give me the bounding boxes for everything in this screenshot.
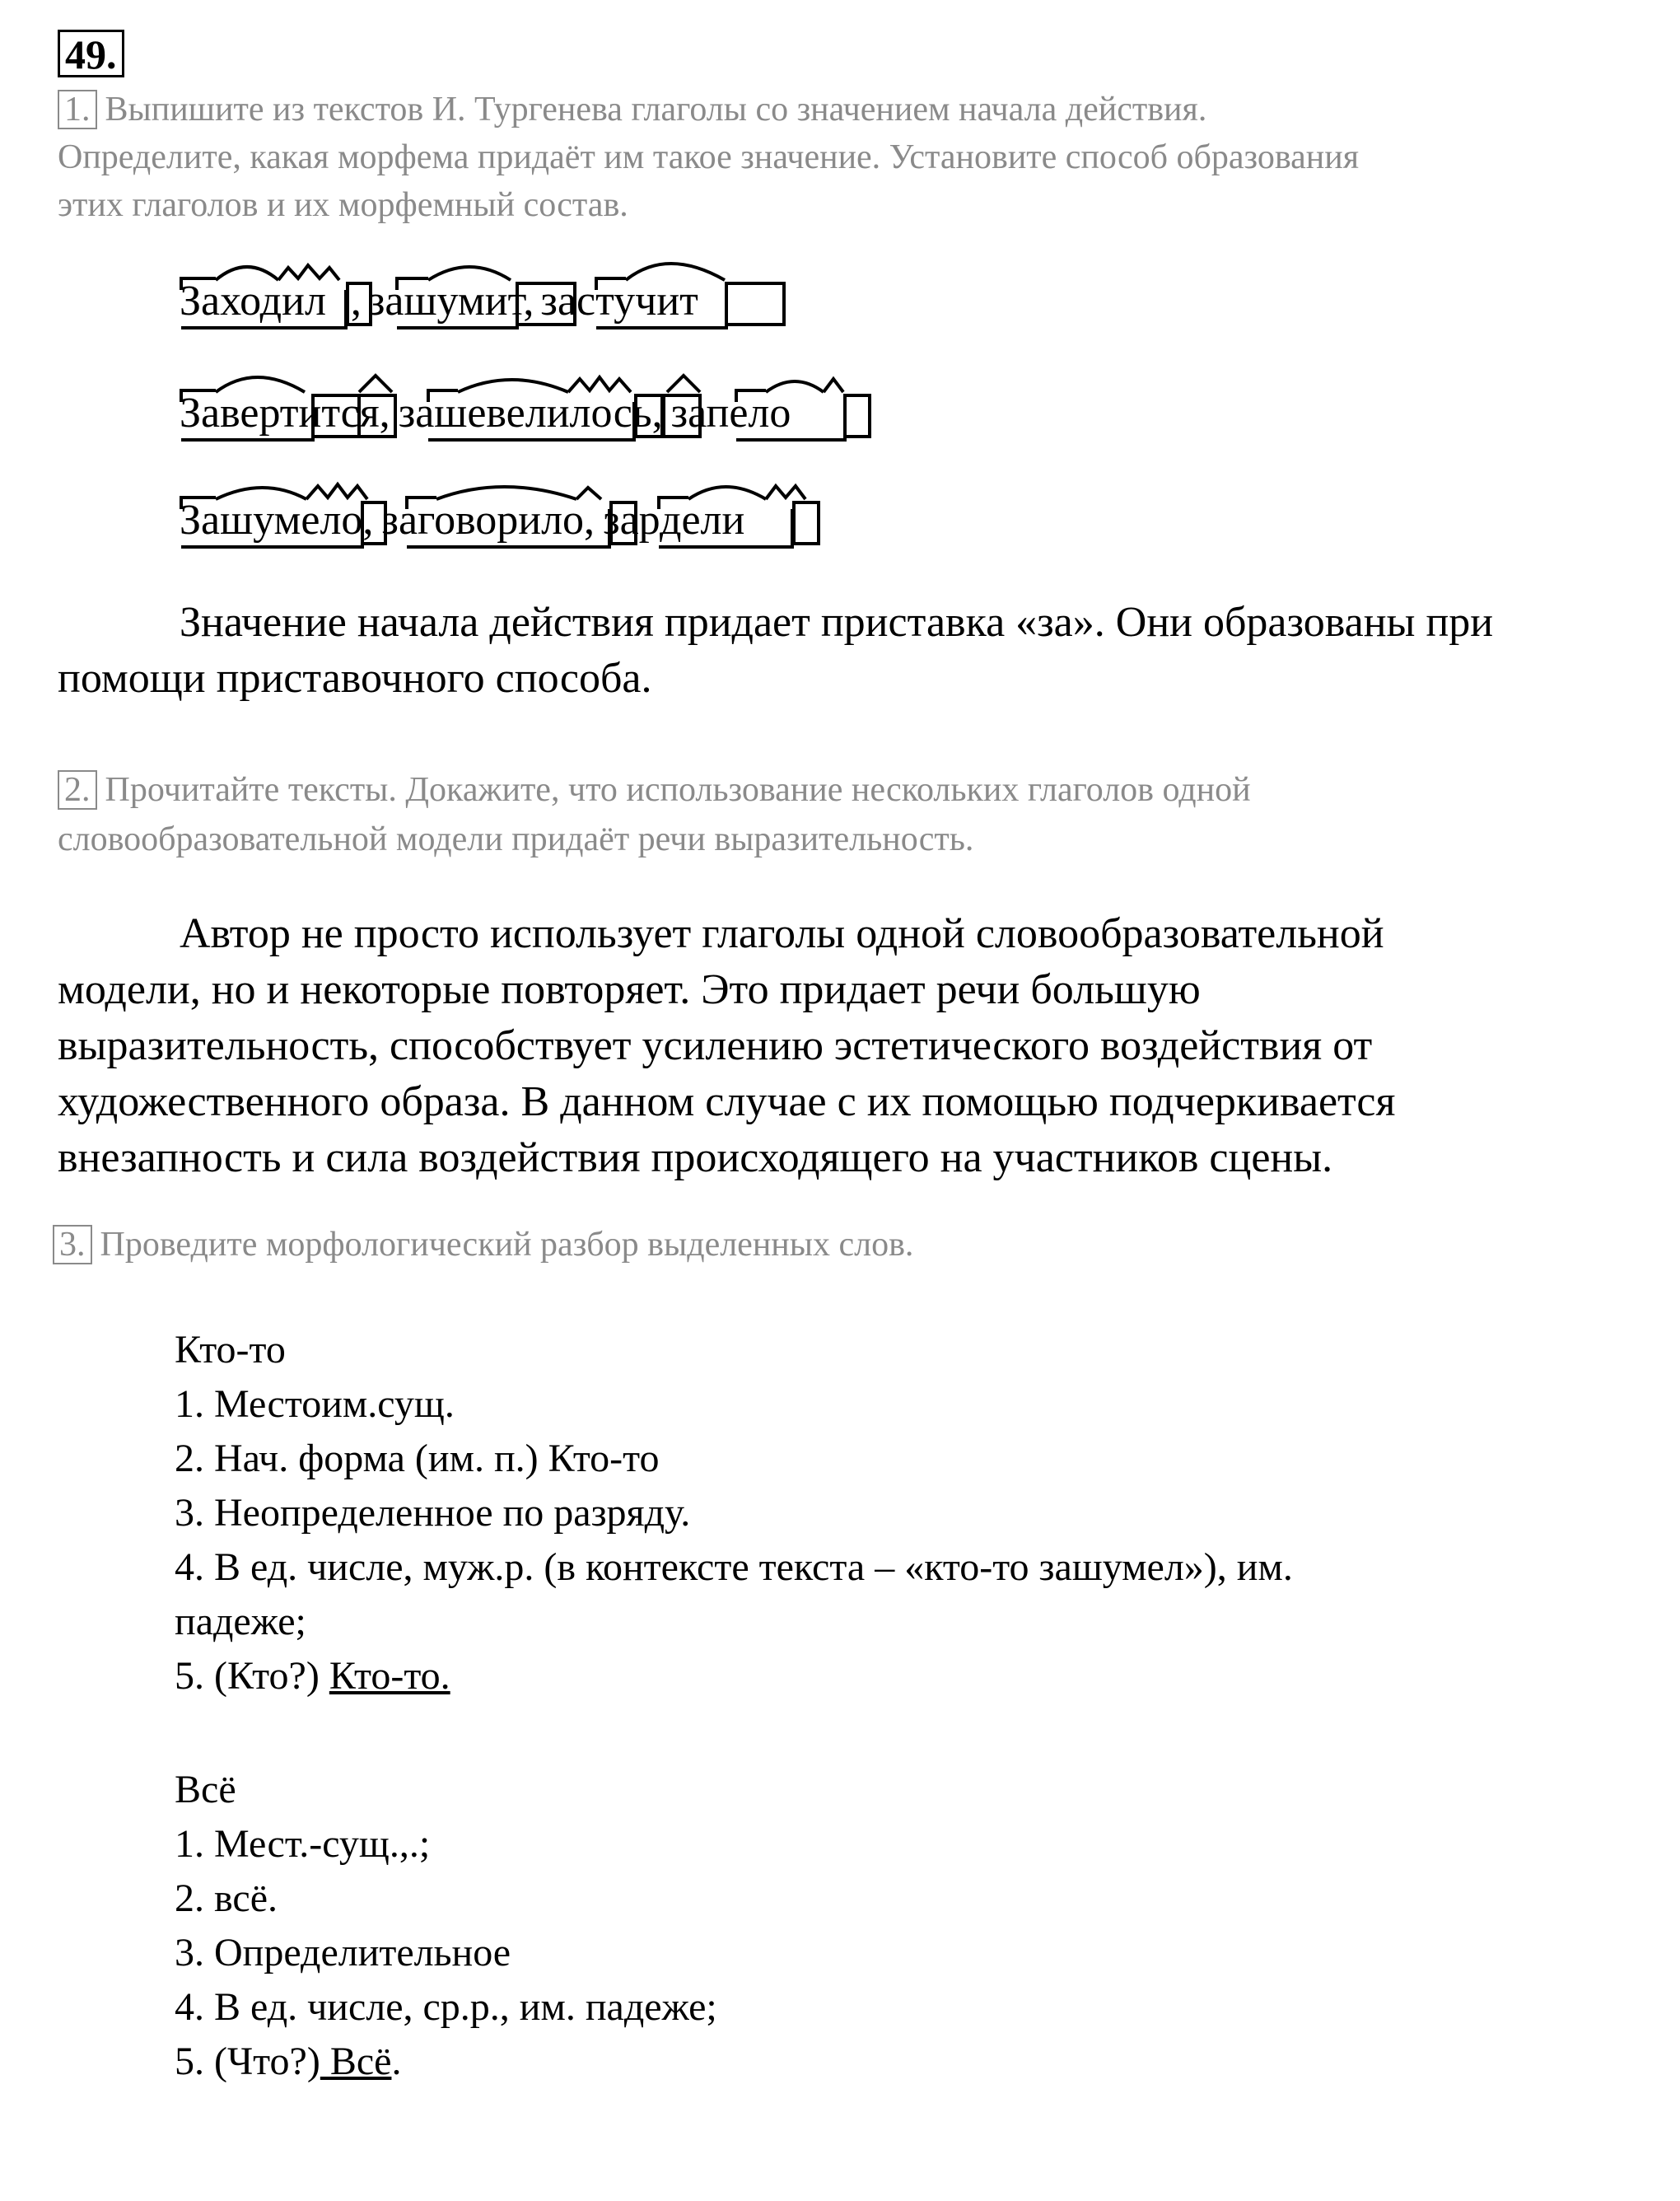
task1-text-1: Выпишите из текстов И. Тургенева глаголы со значением начала действия.	[105, 91, 1207, 129]
answer2-line-4: художественного образа. В данном случае с их помощью подчеркивается	[58, 1078, 1396, 1125]
prefix-mark	[397, 278, 428, 290]
ending-box	[636, 395, 662, 437]
task2-line-1	[58, 766, 1251, 814]
base-underline	[736, 402, 845, 440]
task1-number: 1.	[58, 90, 97, 129]
task3-text: Проведите морфологический разбор выделенных слов.	[100, 1226, 914, 1264]
parse2-item: 4. В ед. числе, ср.р., им. падеже;	[175, 1985, 717, 2029]
parse1-item: 1. Местоим.сущ.	[175, 1382, 455, 1426]
parse2-last-prefix: 5. (Что?)	[175, 2040, 320, 2083]
suffix-mark	[766, 486, 805, 499]
base-underline	[181, 290, 346, 328]
task2-line-2: словообразовательной модели придаёт речи выразительность.	[58, 820, 974, 858]
answer2-line-1: Автор не просто использует глаголы одной словообразовательной	[180, 910, 1384, 957]
answer2-line-5: внезапность и сила воздействия происходящего на участников сцены.	[58, 1134, 1333, 1181]
ending-box	[611, 502, 636, 544]
morph-word: зашумит,	[367, 278, 534, 325]
answer1-line-1: Значение начала действия придает приставка «за». Они образованы при	[180, 599, 1494, 646]
parse2-last-suffix: .	[391, 2040, 402, 2083]
prefix-mark	[181, 278, 216, 290]
morph-word: зашевелилось,	[398, 390, 663, 437]
base-underline	[659, 509, 792, 547]
parse1-word: Кто-то	[175, 1328, 286, 1372]
parse2-item: 3. Определительное	[175, 1931, 511, 1974]
prefix-mark	[659, 498, 688, 509]
root-arc	[216, 377, 305, 392]
ending-box	[362, 502, 385, 544]
morph-word: запело	[670, 390, 791, 437]
parse1-item-last	[175, 1649, 450, 1703]
morph-word: ,	[350, 278, 362, 325]
morph-word: зардели	[603, 497, 745, 544]
answer2-line-2: модели, но и некоторые повторяет. Это придает речи большую	[58, 966, 1201, 1013]
morph-word: Завертится,	[180, 390, 390, 437]
ending-box	[726, 283, 784, 325]
morph-word: Зашумело,	[180, 497, 374, 544]
parse1-last-underlined: Кто-то.	[329, 1654, 450, 1698]
prefix-mark	[736, 390, 766, 402]
answer2-line-3: выразительность, способствует усилению эстетического воздействия от	[58, 1022, 1373, 1069]
parse2-item-last	[175, 2035, 401, 2088]
base-underline	[397, 290, 517, 328]
base-underline	[181, 402, 313, 440]
root-arc	[626, 264, 725, 280]
suffix-mark	[568, 377, 631, 392]
prefix-mark	[596, 278, 626, 290]
parse2-item: 2. всё.	[175, 1876, 278, 1920]
root-arc	[216, 267, 278, 280]
suffix-mark	[667, 376, 700, 392]
root-arc	[766, 381, 824, 392]
ending-box	[794, 502, 819, 544]
parse1-item: 3. Неопределенное по разряду.	[175, 1491, 691, 1535]
parse2-last-underlined: Всё	[320, 2040, 392, 2083]
root-arc	[688, 487, 766, 499]
prefix-mark	[181, 498, 216, 509]
exercise-number: 49.	[58, 30, 124, 77]
postfix-box	[359, 395, 395, 437]
task1-line-2: Определите, какая морфема придаёт им такое значение. Установите способ образования	[58, 138, 1360, 176]
postfix-box	[664, 395, 700, 437]
prefix-mark	[407, 498, 436, 509]
parse1-last-prefix: 5. (Кто?)	[175, 1654, 329, 1698]
root-arc	[428, 267, 511, 280]
suffix-mark	[824, 379, 843, 392]
morpheme-marks	[0, 0, 1680, 577]
task2-number: 2.	[58, 770, 97, 810]
morph-word: застучит	[540, 278, 698, 325]
root-arc	[216, 488, 306, 499]
suffix-mark	[576, 488, 601, 499]
task2-text-1: Прочитайте тексты. Докажите, что использование нескольких глаголов одной	[105, 771, 1251, 809]
task1-line-3: этих глаголов и их морфемный состав.	[58, 186, 628, 224]
parse1-item: 2. Нач. форма (им. п.) Кто-то	[175, 1437, 660, 1480]
task3-number: 3.	[53, 1225, 92, 1264]
ending-box	[348, 283, 371, 325]
parse1-item: падеже;	[175, 1600, 306, 1643]
suffix-mark	[306, 484, 367, 499]
ending-box	[313, 395, 359, 437]
morph-word: заговорило,	[381, 497, 595, 544]
suffix-mark	[359, 376, 392, 392]
morph-word: Заходил	[180, 278, 326, 325]
ending-box	[517, 283, 575, 325]
suffix-mark	[278, 265, 339, 280]
parse1-item: 4. В ед. числе, муж.р. (в контексте текста – «кто-то зашумел»), им.	[175, 1545, 1293, 1589]
prefix-mark	[428, 390, 458, 402]
ending-box	[845, 395, 870, 437]
parse2-word: Всё	[175, 1768, 236, 1811]
root-arc	[458, 380, 568, 392]
base-underline	[181, 509, 362, 547]
base-underline	[407, 509, 609, 547]
prefix-mark	[181, 390, 216, 402]
root-arc	[436, 487, 576, 499]
answer1-line-2: помощи приставочного способа.	[58, 655, 652, 702]
base-underline	[596, 290, 726, 328]
base-underline	[428, 402, 634, 440]
task3-line	[53, 1221, 913, 1269]
parse2-item: 1. Мест.-сущ.,.;	[175, 1822, 431, 1866]
